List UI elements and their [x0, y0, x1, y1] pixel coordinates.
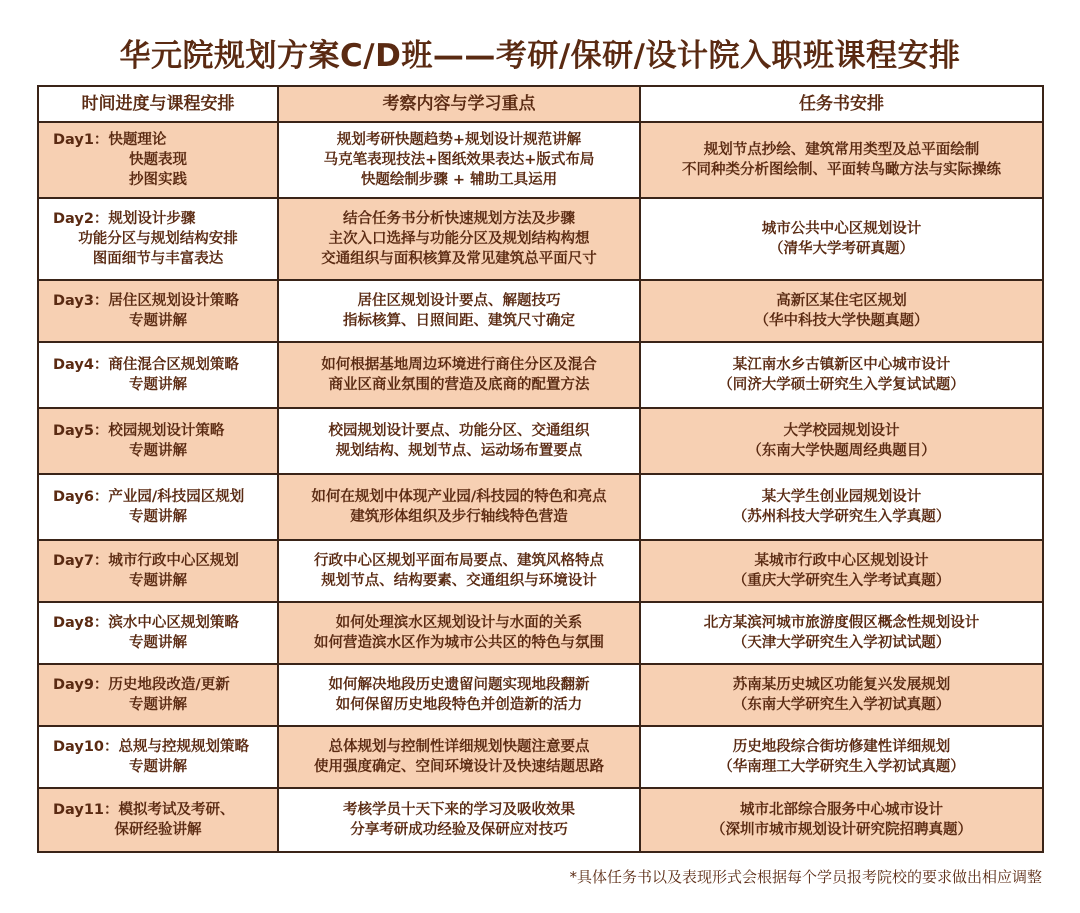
table-row — [38, 280, 1043, 342]
cell-line: （苏州科技大学研究生入学真题） — [732, 509, 951, 525]
table-row — [38, 474, 1043, 540]
cell-line: 专题讲解 — [129, 313, 187, 329]
cell-line: （东南大学快题周经典题目） — [747, 443, 936, 459]
cell-line: 功能分区与规划结构安排 — [78, 231, 238, 247]
cell-line: 如何处理滨水区规划设计与水面的关系 — [335, 615, 583, 631]
cell-line: 专题讲解 — [129, 697, 187, 713]
row-task-cell — [640, 408, 1043, 474]
cell-line: Day7：城市行政中心区规划 — [53, 553, 239, 569]
table-row — [38, 788, 1043, 852]
cell-line: 规划考研快题趋势+规划设计规范讲解 — [336, 132, 582, 148]
row-focus-cell — [278, 122, 640, 198]
cell-line: 专题讲解 — [129, 443, 187, 459]
schedule-table — [37, 85, 1044, 853]
cell-line: 某大学生创业园规划设计 — [761, 489, 922, 505]
cell-line: 大学校园规划设计 — [783, 423, 900, 439]
cell-line: 规划节点抄绘、建筑常用类型及总平面绘制 — [703, 142, 980, 158]
cell-line: 如何解决地段历史遗留问题实现地段翻新 — [328, 677, 590, 693]
cell-line: 历史地段综合街坊修建性详细规划 — [732, 739, 951, 755]
cell-line: Day3：居住区规划设计策略 — [53, 293, 239, 309]
cell-line: （清华大学考研真题） — [769, 241, 914, 257]
cell-line: 规划节点、结构要素、交通组织与环境设计 — [321, 573, 597, 589]
cell-line: 专题讲解 — [129, 509, 187, 525]
row-focus-cell — [278, 726, 640, 788]
cell-line: 建筑形体组织及步行轴线特色营造 — [350, 509, 568, 525]
row-focus-cell — [278, 198, 640, 280]
cell-line: 分享考研成功经验及保研应对技巧 — [350, 822, 568, 838]
row-task-cell — [640, 602, 1043, 664]
table-row — [38, 408, 1043, 474]
cell-line: 居住区规划设计要点、解题技巧 — [357, 293, 561, 309]
row-task-cell — [640, 540, 1043, 602]
cell-line: 专题讲解 — [129, 759, 187, 775]
cell-line: 苏南某历史城区功能复兴发展规划 — [732, 677, 951, 693]
row-task-cell — [640, 474, 1043, 540]
cell-line: 马克笔表现技法+图纸效果表达+版式布局 — [323, 152, 595, 168]
cell-line: 总体规划与控制性详细规划快题注意要点 — [328, 739, 590, 755]
row-task-cell — [640, 280, 1043, 342]
table-row — [38, 664, 1043, 726]
cell-line: Day4：商住混合区规划策略 — [53, 357, 239, 373]
row-focus-cell — [278, 664, 640, 726]
header-focus: 考察内容与学习重点 — [278, 86, 640, 122]
cell-line: 如何根据基地周边环境进行商住分区及混合 — [321, 357, 597, 373]
table-row — [38, 540, 1043, 602]
cell-line: 专题讲解 — [129, 635, 187, 651]
cell-line: Day10：总规与控规规划策略 — [53, 739, 250, 755]
row-task-cell — [640, 198, 1043, 280]
row-task-cell — [640, 122, 1043, 198]
cell-line: 城市北部综合服务中心城市设计 — [740, 802, 943, 818]
cell-line: （天津大学研究生入学初试试题） — [732, 635, 951, 651]
row-focus-cell — [278, 474, 640, 540]
row-day-cell — [38, 664, 278, 726]
row-task-cell — [640, 788, 1043, 852]
cell-line: 高新区某住宅区规划 — [776, 293, 907, 309]
row-focus-cell — [278, 540, 640, 602]
row-day-cell — [38, 788, 278, 852]
header-schedule: 时间进度与课程安排 — [38, 86, 278, 122]
cell-line: Day8：滨水中心区规划策略 — [53, 615, 239, 631]
cell-line: （深圳市城市规划设计研究院招聘真题） — [711, 822, 972, 838]
table-header-row — [38, 86, 1043, 122]
cell-line: 城市公共中心区规划设计 — [761, 221, 922, 237]
page-title: 华元院规划方案C/D班——考研/保研/设计院入职班课程安排 — [119, 38, 961, 74]
cell-line: 某城市行政中心区规划设计 — [754, 553, 929, 569]
cell-line: 指标核算、日照间距、建筑尺寸确定 — [343, 313, 575, 329]
row-focus-cell — [278, 342, 640, 408]
cell-line: Day1：快题理论 — [53, 132, 167, 148]
row-focus-cell — [278, 788, 640, 852]
cell-line: 如何在规划中体现产业园/科技园的特色和亮点 — [311, 489, 607, 505]
cell-line: 抄图实践 — [129, 172, 187, 188]
cell-line: 专题讲解 — [129, 573, 187, 589]
cell-line: （东南大学研究生入学初试真题） — [732, 697, 951, 713]
cell-line: Day2：规划设计步骤 — [53, 211, 196, 227]
row-day-cell — [38, 198, 278, 280]
cell-line: Day6：产业园/科技园区规划 — [53, 489, 245, 505]
cell-line: Day9：历史地段改造/更新 — [53, 677, 230, 693]
cell-line: 使用强度确定、空间环境设计及快速结题思路 — [314, 759, 604, 775]
table-row — [38, 342, 1043, 408]
row-focus-cell — [278, 602, 640, 664]
cell-line: （华南理工大学研究生入学初试真题） — [718, 759, 965, 775]
header-task: 任务书安排 — [640, 86, 1043, 122]
row-day-cell — [38, 602, 278, 664]
cell-line: 交通组织与面积核算及常见建筑总平面尺寸 — [321, 251, 597, 267]
row-focus-cell — [278, 408, 640, 474]
cell-line: Day5：校园规划设计策略 — [53, 423, 225, 439]
row-day-cell — [38, 122, 278, 198]
cell-line: 行政中心区规划平面布局要点、建筑风格特点 — [314, 553, 604, 569]
cell-line: 结合任务书分析快速规划方法及步骤 — [343, 211, 575, 227]
cell-line: （重庆大学研究生入学考试真题） — [732, 573, 951, 589]
table-row — [38, 122, 1043, 198]
row-task-cell — [640, 664, 1043, 726]
cell-line: 快题绘制步骤 + 辅助工具运用 — [360, 172, 558, 188]
row-day-cell — [38, 280, 278, 342]
cell-line: 规划结构、规划节点、运动场布置要点 — [335, 443, 583, 459]
cell-line: 校园规划设计要点、功能分区、交通组织 — [328, 423, 590, 439]
cell-line: 某江南水乡古镇新区中心城市设计 — [732, 357, 951, 373]
cell-line: 专题讲解 — [129, 377, 187, 393]
cell-line: 如何营造滨水区作为城市公共区的特色与氛围 — [314, 635, 604, 651]
row-day-cell — [38, 474, 278, 540]
table-row — [38, 198, 1043, 280]
cell-line: 保研经验讲解 — [114, 822, 202, 838]
cell-line: （华中科技大学快题真题） — [754, 313, 929, 329]
cell-line: Day11：模拟考试及考研、 — [53, 802, 235, 818]
cell-line: 如何保留历史地段特色并创造新的活力 — [335, 697, 583, 713]
cell-line: 考核学员十天下来的学习及吸收效果 — [343, 802, 575, 818]
cell-line: （同济大学硕士研究生入学复试试题） — [718, 377, 965, 393]
table-row — [38, 726, 1043, 788]
row-day-cell — [38, 540, 278, 602]
cell-line: 图面细节与丰富表达 — [92, 251, 224, 267]
row-day-cell — [38, 342, 278, 408]
row-task-cell — [640, 726, 1043, 788]
table-row — [38, 602, 1043, 664]
cell-line: 不同种类分析图绘制、平面转鸟瞰方法与实际操练 — [682, 162, 1001, 178]
row-focus-cell — [278, 280, 640, 342]
cell-line: 快题表现 — [129, 152, 187, 168]
cell-line: 商业区商业氛围的营造及底商的配置方法 — [328, 377, 590, 393]
row-day-cell — [38, 726, 278, 788]
row-day-cell — [38, 408, 278, 474]
cell-line: 北方某滨河城市旅游度假区概念性规划设计 — [703, 615, 980, 631]
row-task-cell — [640, 342, 1043, 408]
cell-line: 主次入口选择与功能分区及规划结构构想 — [328, 231, 590, 247]
footnote: *具体任务书以及表现形式会根据每个学员报考院校的要求做出相应调整 — [569, 868, 1042, 886]
